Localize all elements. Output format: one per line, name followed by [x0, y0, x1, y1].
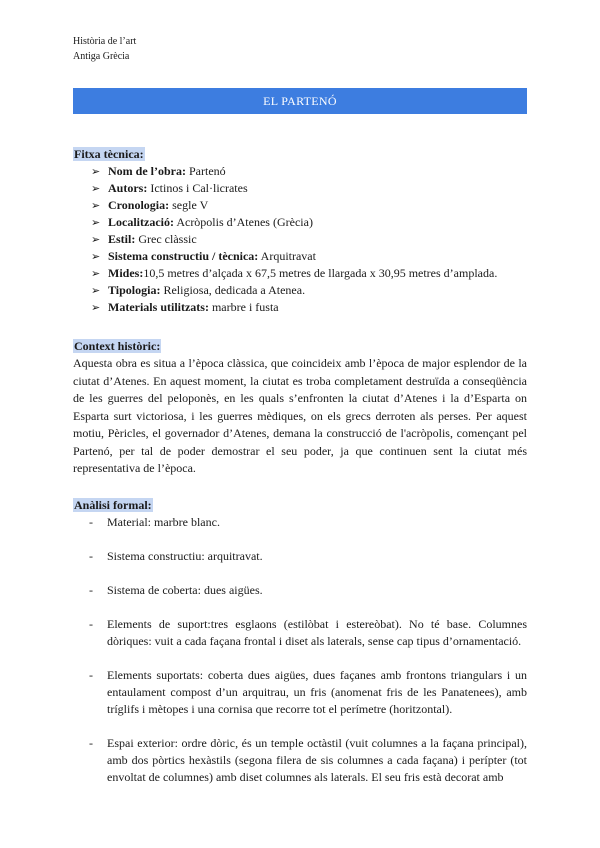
fitxa-item — [91, 282, 497, 299]
header-topic: Antiga Grècia — [73, 51, 130, 62]
fitxa-label: Autors: — [108, 181, 148, 195]
fitxa-value: Grec clàssic — [135, 232, 197, 246]
list-item — [89, 548, 527, 565]
fitxa-label: Sistema constructiu / tècnica: — [108, 249, 259, 263]
fitxa-value: marbre i fusta — [208, 300, 279, 314]
arrow-bullet-icon: ➢ — [91, 233, 101, 246]
fitxa-label: Mides: — [108, 266, 144, 280]
arrow-bullet-icon: ➢ — [91, 182, 101, 195]
dash-bullet: - — [89, 617, 93, 631]
dash-bullet: - — [89, 668, 93, 682]
fitxa-item — [91, 231, 497, 248]
page-header — [73, 34, 136, 64]
list-item-text: Elements suportats: coberta dues aigües, dues façanes amb frontons triangulars i un entaulament compost d’un arquitrau, un fris (anomenat fris de les Panatenees), amb tríglifs i mètopes i una cornisa que recorre tot el perímetre (horitzontal). — [107, 668, 527, 716]
fitxa-value: Religiosa, dedicada a Atenea. — [160, 283, 306, 297]
fitxa-value: Partenó — [186, 164, 226, 178]
fitxa-label: Cronologia: — [108, 198, 170, 212]
fitxa-value: Ictinos i Cal·licrates — [147, 181, 248, 195]
analisi-heading — [73, 497, 153, 513]
list-item — [89, 667, 527, 718]
fitxa-value: Acròpolis d’Atenes (Grècia) — [173, 215, 313, 229]
fitxa-item — [91, 299, 497, 316]
dash-bullet: - — [89, 736, 93, 750]
arrow-bullet-icon: ➢ — [91, 216, 101, 229]
arrow-bullet-icon: ➢ — [91, 199, 101, 212]
arrow-bullet-icon: ➢ — [91, 165, 101, 178]
fitxa-item — [91, 214, 497, 231]
context-heading-text: Context històric: — [74, 339, 161, 353]
fitxa-item — [91, 197, 497, 214]
page-title: EL PARTENÓ — [73, 88, 527, 114]
fitxa-label: Localització: — [108, 215, 174, 229]
fitxa-item — [91, 248, 497, 265]
dash-bullet: - — [89, 583, 93, 597]
list-item-text: Sistema de coberta: dues aigües. — [107, 583, 263, 597]
fitxa-label: Tipologia: — [108, 283, 161, 297]
analisi-list — [89, 514, 527, 803]
arrow-bullet-icon: ➢ — [91, 284, 101, 297]
context-heading — [73, 338, 161, 354]
fitxa-heading — [73, 146, 145, 162]
arrow-bullet-icon: ➢ — [91, 301, 101, 314]
list-item-text: Material: marbre blanc. — [107, 515, 220, 529]
list-item — [89, 582, 527, 599]
list-item — [89, 735, 527, 786]
fitxa-item — [91, 180, 497, 197]
fitxa-label: Estil: — [108, 232, 136, 246]
header-subject: Història de l’art — [73, 36, 137, 47]
fitxa-value: 10,5 metres d’alçada x 67,5 metres de llargada x 30,95 metres d’amplada. — [143, 266, 498, 280]
fitxa-item — [91, 163, 497, 180]
list-item-text: Elements de suport:tres esglaons (estilòbat i estereòbat). No té base. Columnes dòriques: vuit a cada façana frontal i diset als laterals, sense cap tipus d’ornamentació. — [107, 617, 527, 648]
list-item — [89, 616, 527, 650]
analisi-heading-text: Anàlisi formal: — [74, 498, 152, 512]
fitxa-label: Nom de l’obra: — [108, 164, 186, 178]
fitxa-label: Materials utilitzats: — [108, 300, 209, 314]
fitxa-heading-text: Fitxa tècnica: — [74, 147, 144, 161]
list-item — [89, 514, 527, 531]
dash-bullet: - — [89, 549, 93, 563]
context-paragraph: Aquesta obra es situa a l’època clàssica, que coincideix amb l’època de major esplendor de la ciutat d’Atenes. En aquest moment, la ciutat es troba completament destruïda a conseqüència de les guerres del peloponès, en les quals s’enfronten la ciutat d’Atenes i la d’Esparta on Esparta surt victoriosa, i les guerres mèdiques, on els grecs derroten als perses. Per aquest motiu, Pèricles, el governador d’Atenes, demana la construcció de l'acròpolis, començant pel Partenó, per tal de poder demostrar el seu poder, ja que continuen sent la ciutat més representativa de l’època. — [73, 356, 527, 475]
fitxa-list — [91, 163, 497, 316]
arrow-bullet-icon: ➢ — [91, 267, 101, 280]
list-item-text: Sistema constructiu: arquitravat. — [107, 549, 263, 563]
fitxa-item — [91, 265, 497, 282]
arrow-bullet-icon: ➢ — [91, 250, 101, 263]
fitxa-value: Arquitravat — [258, 249, 316, 263]
fitxa-value: segle V — [169, 198, 209, 212]
list-item-text: Espai exterior: ordre dòric, és un temple octàstil (vuit columnes a la façana principal), amb dos pòrtics hexàstils (segona filera de sis columnes a cada façana) i perípter (tot envoltat de columnes) amb diset columnes als laterals. El seu fris està decorat amb — [107, 736, 527, 784]
dash-bullet: - — [89, 515, 93, 529]
